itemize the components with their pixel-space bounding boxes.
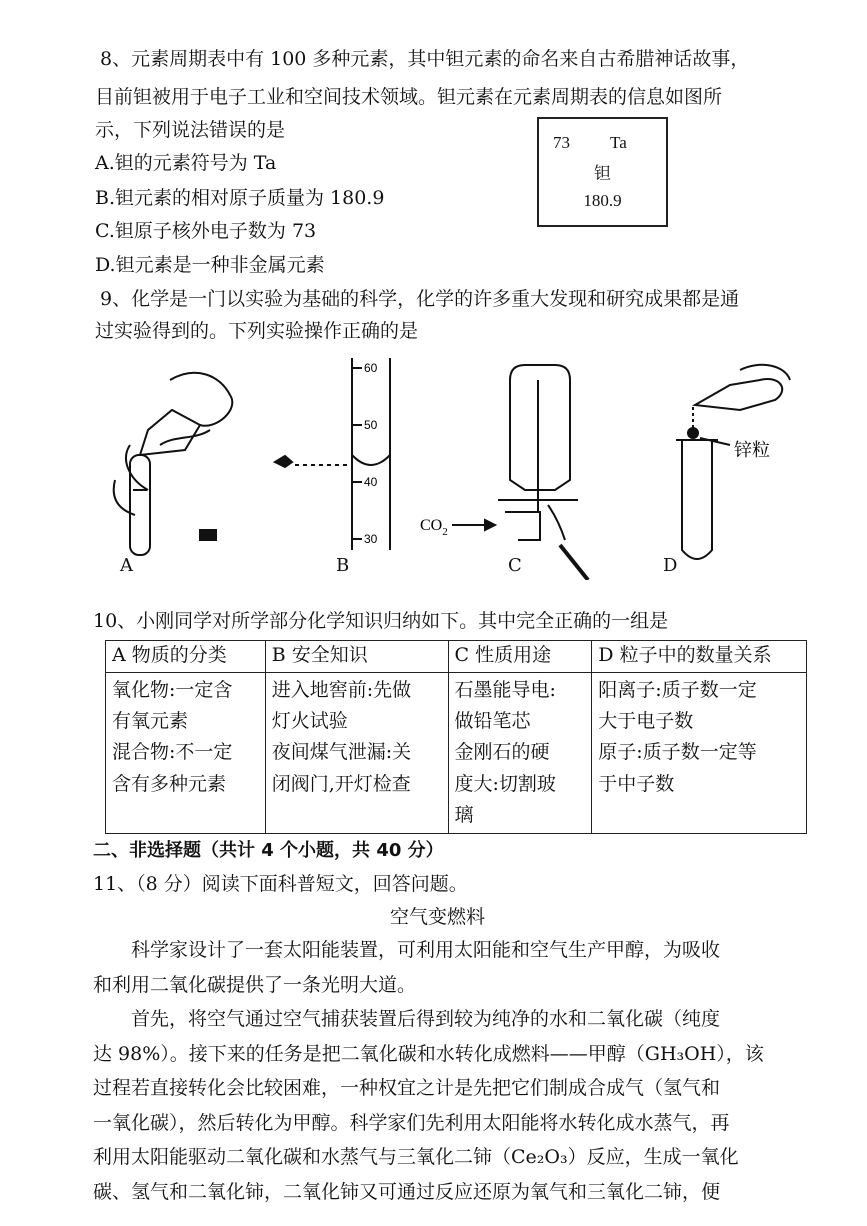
experiment-figures (100, 350, 820, 580)
header-b[interactable]: B 安全知识 (265, 641, 448, 673)
cell-line: 石墨能导电: (454, 678, 556, 701)
element-name: 钽 (594, 164, 611, 183)
cell-d[interactable] (592, 672, 807, 834)
cell-line: 夜间煤气泄漏:关 (271, 741, 412, 764)
q8-option-d[interactable]: D.钽元素是一种非金属元素 (95, 254, 325, 276)
q11-stem: 11、（8 分）阅读下面科普短文，回答问题。 (93, 873, 468, 895)
paragraph-line: 过程若直接转化会比较困难，一种权宜之计是先把它们制成合成气（氢气和 (93, 1077, 721, 1099)
cell-line: 混合物:不一定 (112, 741, 233, 764)
figure-label-a: A (120, 555, 133, 576)
cell-line: 于中子数 (598, 772, 675, 795)
cell-line: 璃 (454, 803, 474, 826)
figure-label-b: B (336, 555, 350, 576)
cell-b[interactable] (265, 672, 448, 834)
figure-label-c: C (508, 555, 522, 576)
header-d[interactable]: D 粒子中的数量关系 (592, 641, 807, 673)
cylinder-tick-50: 50 (364, 418, 378, 432)
paragraph-line: 碳、氢气和二氧化铈，二氧化铈又可通过反应还原为氧气和三氧化二铈，便 (93, 1180, 721, 1203)
atomic-mass: 180.9 (583, 191, 622, 210)
cell-line: 阳离子:质子数一定 (598, 678, 757, 701)
paragraph-line: 达 98%）。接下来的任务是把二氧化碳和水转化成燃料——甲醇（GH₃OH），该 (93, 1042, 764, 1065)
q9-stem-line1: 9、化学是一门以实验为基础的科学，化学的许多重大发现和研究成果都是通 (100, 288, 740, 310)
q10-summary-table (105, 640, 807, 834)
cylinder-tick-30: 30 (364, 532, 378, 546)
zinc-label: 锌粒 (734, 440, 770, 461)
cell-line: 原子:质子数一定等 (598, 741, 757, 764)
q8-option-c[interactable]: C.钽原子核外电子数为 73 (95, 220, 317, 242)
cell-c[interactable] (448, 672, 592, 834)
cell-line: 灯火试验 (271, 709, 348, 732)
q8-stem-line2: 目前钽被用于电子工业和空间技术领域。钽元素在元素周期表的信息如图所 (95, 86, 723, 108)
paragraph-line: 一氧化碳），然后转化为甲醇。科学家们先利用太阳能将水转化成水蒸气，再 (93, 1111, 730, 1134)
article-title: 空气变燃料 (390, 906, 486, 928)
cell-line: 进入地窖前:先做 (271, 678, 412, 701)
q8-stem-line1: 8、元素周期表中有 100 多种元素，其中钽元素的命名来自古希腊神话故事， (100, 48, 750, 70)
paragraph-line: 科学家设计了一套太阳能装置，可利用太阳能和空气生产甲醇，为吸收 (131, 939, 721, 961)
cell-line: 金刚石的硬 (454, 741, 550, 764)
cell-a[interactable] (106, 672, 266, 834)
cylinder-tick-40: 40 (364, 475, 378, 489)
paragraph-line: 利用太阳能驱动二氧化碳和水蒸气与三氧化二铈（Ce₂O₃）反应，生成一氧化 (93, 1146, 739, 1168)
element-symbol: Ta (610, 133, 627, 152)
figure-c-gas-bottle-illustration (452, 365, 588, 580)
article-paragraph-1 (93, 933, 813, 1002)
co2-label: $CO_2$ (420, 517, 448, 538)
atomic-number: 73 (553, 133, 570, 152)
element-card (537, 117, 668, 227)
figure-label-d: D (663, 555, 678, 576)
figure-a-pouring-illustration (114, 373, 233, 555)
cylinder-tick-60: 60 (364, 361, 378, 375)
q9-stem-line2: 过实验得到的。下列实验操作正确的是 (95, 320, 419, 342)
q8-option-a[interactable]: A.钽的元素符号为 Ta (95, 152, 277, 174)
cell-line: 氧化物:一定含 (112, 678, 233, 701)
cell-line: 做铅笔芯 (454, 709, 531, 732)
section-2-heading: 二、非选择题（共计 4 个小题，共 40 分） (93, 840, 444, 861)
paragraph-line: 首先，将空气通过空气捕获装置后得到较为纯净的水和二氧化碳（纯度 (131, 1008, 721, 1030)
cell-line: 度大:切割玻 (454, 772, 556, 795)
table-row (106, 672, 807, 834)
header-c[interactable]: C 性质用途 (448, 641, 592, 673)
q8-stem-line3: 示，下列说法错误的是 (95, 119, 286, 141)
figure-b-cylinder-illustration (275, 358, 390, 550)
table-header-row (106, 641, 807, 673)
q8-option-b[interactable]: B.钽元素的相对原子质量为 180.9 (95, 187, 385, 209)
cell-line: 含有多种元素 (112, 772, 227, 795)
figure-d-tube-illustration (676, 365, 790, 559)
cell-line: 闭阀门,开灯检查 (271, 772, 411, 795)
cell-line: 有氧元素 (112, 709, 189, 732)
header-a[interactable]: A 物质的分类 (106, 641, 266, 673)
cell-line: 大于电子数 (598, 709, 694, 732)
article-paragraph-2 (93, 1002, 813, 1209)
q10-stem: 10、小刚同学对所学部分化学知识归纳如下。其中完全正确的一组是 (93, 610, 669, 632)
paragraph-line: 和利用二氧化碳提供了一条光明大道。 (93, 973, 417, 996)
